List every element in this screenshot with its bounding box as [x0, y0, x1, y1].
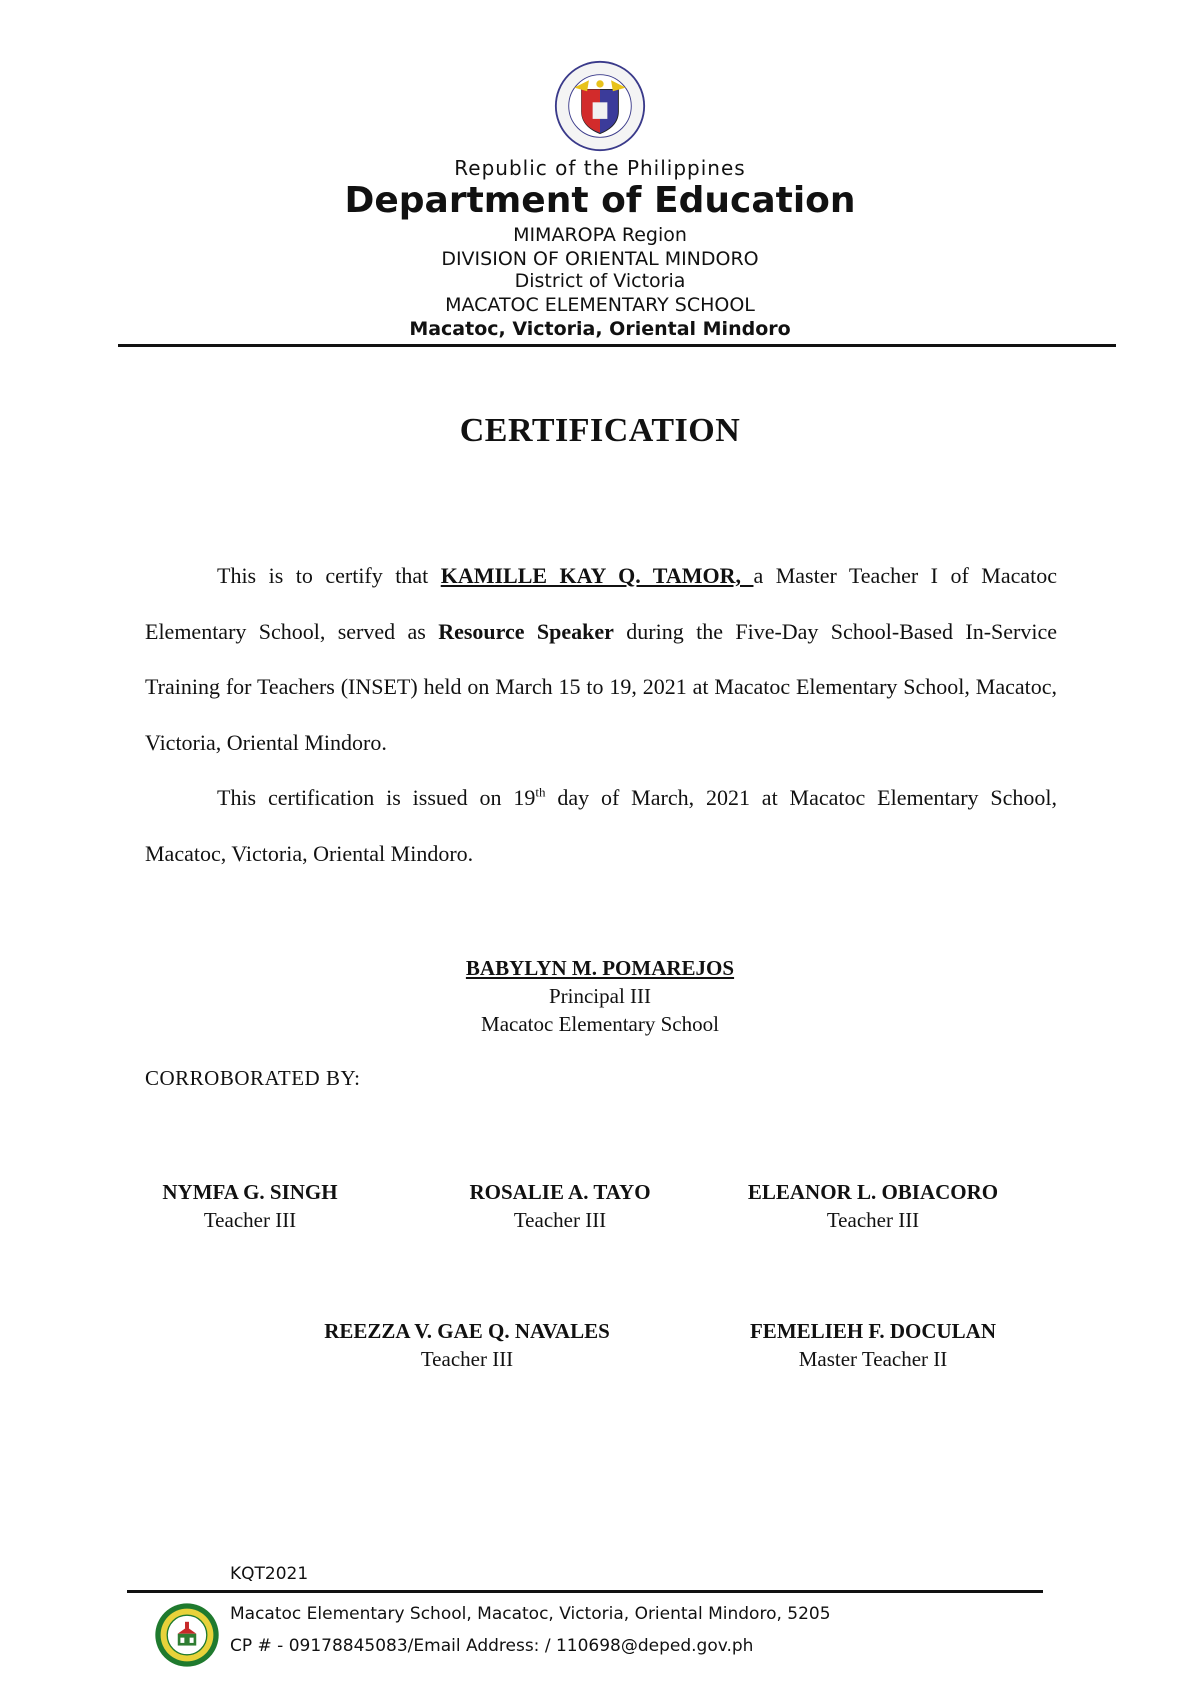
signatory-position: Master Teacher II: [798, 1347, 948, 1371]
certification-title: CERTIFICATION: [459, 412, 741, 449]
certification-body: [145, 548, 1057, 881]
principal-signature: [0, 954, 1200, 1038]
school-line: MACATOC ELEMENTARY SCHOOL: [445, 294, 755, 316]
school-address-line: Macatoc, Victoria, Oriental Mindoro: [409, 318, 791, 340]
footer-address: Macatoc Elementary School, Macatoc, Victoria, Oriental Mindoro, 5205: [230, 1604, 831, 1624]
signatory-name: FEMELIEH F. DOCULAN: [749, 1319, 996, 1343]
signatory-position: Teacher III: [826, 1208, 920, 1232]
signatory-name: ELEANOR L. OBIACORO: [747, 1180, 999, 1204]
signatory: [292, 1317, 642, 1373]
signatory-position: Teacher III: [513, 1208, 607, 1232]
footer-phone-email: CP # - 09178845083/Email Address: / 110698@deped.gov.ph: [230, 1636, 754, 1656]
principal-position: Principal III: [548, 984, 652, 1008]
region-line: MIMAROPA Region: [513, 224, 687, 246]
signatory-position: Teacher III: [203, 1208, 297, 1232]
principal-school: Macatoc Elementary School: [481, 1012, 719, 1036]
role: Resource Speaker: [438, 618, 614, 644]
teacher-name: KAMILLE KAY Q. TAMOR,: [440, 563, 754, 588]
principal-name: BABYLYN M. POMAREJOS: [465, 956, 735, 980]
signatory: [728, 1178, 1018, 1234]
signatory: [145, 1178, 355, 1234]
division-line: DIVISION OF ORIENTAL MINDORO: [441, 248, 759, 270]
department-title: Department of Education: [344, 180, 856, 221]
signatory-name: REEZZA V. GAE Q. NAVALES: [324, 1319, 610, 1343]
school-logo-icon: [154, 1602, 220, 1668]
header-divider: [118, 344, 1116, 347]
district-line: District of Victoria: [514, 270, 686, 292]
signatory: [440, 1178, 680, 1234]
body-paragraph-2: This certification is issued on 19th day of March, 2021 at Macatoc Elementary School, Macatoc, Victoria, Oriental Mindoro.: [145, 784, 1058, 866]
deped-seal-icon: [554, 60, 646, 152]
corroborated-label: CORROBORATED BY:: [145, 1066, 361, 1090]
signatory-position: Teacher III: [420, 1347, 514, 1371]
body-paragraph-1: This is to certify that KAMILLE KAY Q. TAMOR, a Master Teacher I of Macatoc Elementary School, served as Resource Speaker during the Five-Day School-Based In-Service Training for Teachers (INSET) held on March 15 to 19, 2021 at Macatoc Elementary School, Macatoc, Victoria, Oriental Mindoro.: [145, 563, 1058, 755]
signatory-name: ROSALIE A. TAYO: [469, 1180, 651, 1204]
document-code: KQT2021: [230, 1564, 309, 1584]
signatory: [728, 1317, 1018, 1373]
republic-line: Republic of the Philippines: [454, 156, 746, 180]
footer-divider: [127, 1590, 1043, 1593]
footer-contact: [230, 1598, 831, 1662]
signatory-name: NYMFA G. SINGH: [162, 1180, 338, 1204]
